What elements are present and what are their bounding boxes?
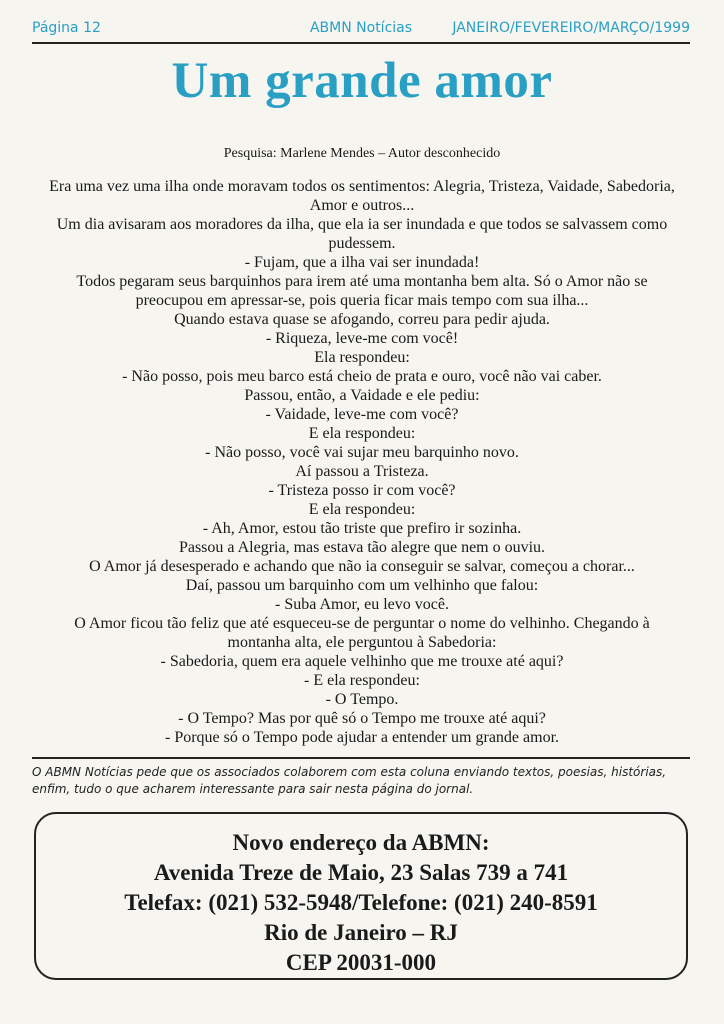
address-phones: Telefax: (021) 532-5948/Telefone: (021) 240-8591 [124,890,598,915]
article-byline: Pesquisa: Marlene Mendes – Autor desconhecido [223,146,501,161]
address-box [34,812,688,980]
address-cep: CEP 20031-000 [285,950,437,975]
story-line: Ela respondeu: [314,349,410,366]
article-body [42,177,682,747]
story-line: - Tristeza posso ir com você? [268,482,456,499]
story-line: - O Tempo. [325,691,399,708]
story-line: - Porque só o Tempo pode ajudar a entender um grande amor. [164,729,560,746]
contribution-note: O ABMN Notícias pede que os associados colaborem com esta coluna enviando textos, poesias, histórias, enfim, tudo o que acharem interessante para sair nesta página do jornal. [32,765,667,796]
story-line: - E ela respondeu: [304,672,420,689]
story-line: - Ah, Amor, estou tão triste que prefiro ir sozinha. [202,520,522,537]
page-number: Página 12 [32,20,101,36]
page-header [32,18,690,44]
address-street: Avenida Treze de Maio, 23 Salas 739 a 741 [153,860,569,885]
section-divider [32,757,690,759]
story-line: Passou a Alegria, mas estava tão alegre que nem o ouviu. [178,539,546,556]
issue-date: JANEIRO/FEVEREIRO/MARÇO/1999 [452,20,690,36]
story-line: Aí passou a Tristeza. [295,463,429,480]
story-line: E ela respondeu: [308,501,416,518]
article-title: Um grande amor [171,53,553,109]
story-line: Era uma vez uma ilha onde moravam todos os sentimentos: Alegria, Tristeza, Vaidade, Sabedoria, Amor e outros... [49,178,675,214]
story-line: Quando estava quase se afogando, correu para pedir ajuda. [174,311,550,328]
story-line: O Amor já desesperado e achando que não ia conseguir se salvar, começou a chorar... [89,558,635,575]
story-line: - Não posso, você vai sujar meu barquinho novo. [205,444,519,461]
publication-name: ABMN Notícias [309,20,413,36]
story-line: - Suba Amor, eu levo você. [275,596,449,613]
story-line: E ela respondeu: [308,425,416,442]
story-line: - O Tempo? Mas por quê só o Tempo me trouxe até aqui? [178,710,546,727]
story-line: - Riqueza, leve-me com você! [265,330,459,347]
story-line: - Não posso, pois meu barco está cheio de prata e ouro, você não vai caber. [122,368,602,385]
story-line: Todos pegaram seus barquinhos para irem até uma montanha bem alta. Só o Amor não se preocupou em apressar-se, pois queria ficar mais tempo com sua ilha... [76,273,648,309]
story-line: - Sabedoria, quem era aquele velhinho que me trouxe até aqui? [160,653,564,670]
address-heading: Novo endereço da ABMN: [232,830,490,855]
story-line: Um dia avisaram aos moradores da ilha, que ela ia ser inundada e que todos se salvassem como pudessem. [56,216,668,252]
story-line: Daí, passou um barquinho com um velhinho que falou: [185,577,539,594]
story-line: - Fujam, que a ilha vai ser inundada! [244,254,480,271]
story-line: O Amor ficou tão feliz que até esqueceu-se de perguntar o nome do velhinho. Chegando à montanha alta, ele perguntou à Sabedoria: [74,615,650,651]
address-city: Rio de Janeiro – RJ [264,920,458,945]
story-line: - Vaidade, leve-me com você? [265,406,459,423]
story-line: Passou, então, a Vaidade e ele pediu: [244,387,480,404]
